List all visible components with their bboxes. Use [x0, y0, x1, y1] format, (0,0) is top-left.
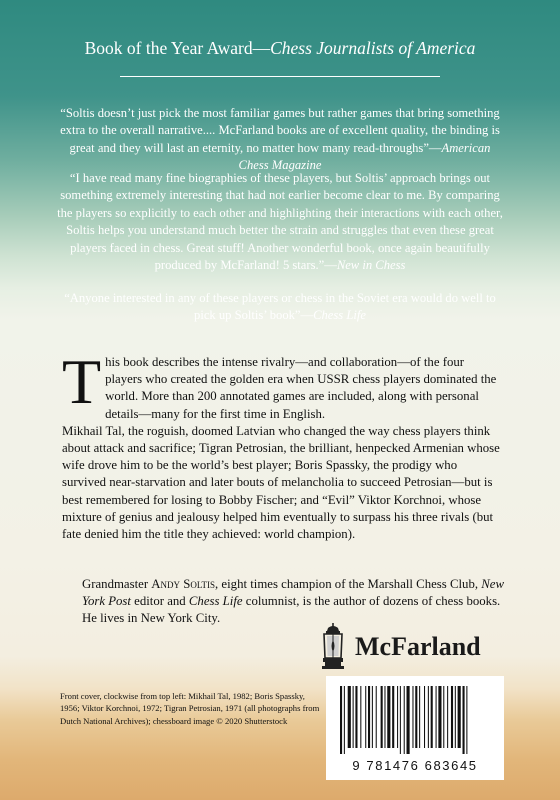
award-line: [0, 38, 560, 59]
lantern-icon: [318, 622, 348, 670]
isbn-barcode: [326, 676, 504, 780]
description-paragraph-1: [62, 346, 504, 423]
barcode-bar: [443, 686, 444, 748]
description-paragraph-2: Mikhail Tal, the roguish, doomed Latvian who changed the way chess players think about attack and sacrifice; Tigran Petrosian, the brilliant, henpecked Armenian whose wife drove him to be the world’s best player; Boris Spassky, the prodigy who survived near-starvation and later bouts of melancholia to succeed Petrosian—but is best remembered for losing to Bobby Fischer; and “Evil” Viktor Korchnoi, whose mixture of genius and jealousy helped him eventually to surpass his three rivals (but fate denied him the title they achieved: world champion).: [62, 423, 500, 542]
barcode-bar: [451, 686, 453, 748]
review-quote-1: [56, 105, 504, 175]
barcode-bar: [384, 686, 385, 748]
bio-magazine: Chess Life: [188, 594, 243, 609]
barcode-bar: [419, 686, 420, 748]
author-bio: [82, 576, 512, 628]
barcode-bar: [412, 686, 413, 748]
barcode-bar: [381, 686, 383, 748]
quote-text: “Anyone interested in any of these players or chess in the Soviet era would do well to pick up Soltis’ book”—: [64, 291, 496, 323]
quote-source: New in Chess: [336, 258, 406, 273]
barcode-bar: [392, 686, 394, 748]
barcode-bar: [428, 686, 429, 748]
barcode-bar: [458, 686, 461, 748]
barcode-graphic: [338, 686, 492, 754]
review-quote-2: [56, 170, 504, 274]
barcode-bar: [365, 686, 366, 748]
barcode-bar: [404, 686, 405, 754]
barcode-bar: [424, 686, 425, 748]
barcode-bar: [368, 686, 370, 748]
bio-text-1: , eight times champion of the Marshall Chess Club,: [215, 577, 482, 591]
photo-credits: Front cover, clockwise from top left: Mikhail Tal, 1982; Boris Spassky, 1956; Viktor Korchnoi, 1972; Tigran Petrosian, 1971 (all photographs from Dutch National Archives); chessboard image © 2020 Shutterstock: [60, 691, 320, 726]
award-organization: Chess Journalists of America: [270, 38, 476, 58]
bio-text-3: columnist, is the author of dozens of chess books. He lives in New York City.: [82, 594, 501, 626]
isbn-number: 9 781476 683645: [352, 758, 478, 773]
bio-text-2: editor and: [130, 594, 189, 609]
barcode-bar: [407, 686, 410, 754]
publisher-logo: [318, 622, 518, 672]
barcode-bar: [455, 686, 456, 748]
barcode-bar: [348, 686, 351, 748]
barcode-bar: [463, 686, 465, 754]
drop-cap: T: [62, 346, 102, 417]
barcode-bar: [376, 686, 377, 748]
quote-text: “Soltis doesn’t just pick the most familiar games but rather games that bring something extra to the overall narrative.... McFarland books are of excellent quality, the binding is great and they will last an eternity, no matter how many read-throughs”—: [60, 106, 500, 155]
barcode-bar: [355, 686, 357, 748]
quote-text: “I have read many fine biographies of these players, but Soltis’ approach brings out something extremely interesting that had not earlier become clear to me. By comparing the players so explicitly to each other and highlighting their interactions with each other, Soltis helps you understand much better the strain and struggles that even these great players faced in chess. Great stuff! Another wonderful book, once again beautifully produced by McFarland! 5 stars.”—: [57, 171, 503, 273]
barcode-bar: [436, 686, 437, 748]
barcode-bar: [372, 686, 373, 748]
bio-prefix: Grandmaster: [82, 577, 152, 591]
barcode-bar: [344, 686, 345, 754]
barcode-bar: [438, 686, 441, 748]
barcode-bar: [397, 686, 398, 748]
barcode-bar: [360, 686, 361, 748]
barcode-bar: [415, 686, 417, 748]
barcode-bar: [353, 686, 354, 748]
review-quote-3: [56, 290, 504, 325]
quote-source: Chess Life: [313, 308, 366, 323]
award-prefix: Book of the Year Award—: [84, 38, 271, 58]
author-name: Andy Soltis: [151, 577, 216, 591]
barcode-bar: [431, 686, 433, 748]
barcode-bar: [400, 686, 401, 754]
barcode-bar: [447, 686, 448, 748]
book-description: [62, 346, 504, 543]
barcode-bar: [387, 686, 390, 748]
publisher-name: McFarland: [355, 632, 481, 661]
barcode-bar: [340, 686, 342, 754]
quote-source: American Chess Magazine: [238, 140, 491, 173]
divider-rule: [120, 76, 440, 77]
bio-newspaper: New York Post: [82, 577, 505, 609]
description-text-1: his book describes the intense rivalry—and collaboration—of the four players who created the golden era when USSR chess players dominated the world. More than 200 annotated games are included, along with personal details—many for the first time in English.: [105, 355, 497, 421]
barcode-bar: [466, 686, 467, 754]
